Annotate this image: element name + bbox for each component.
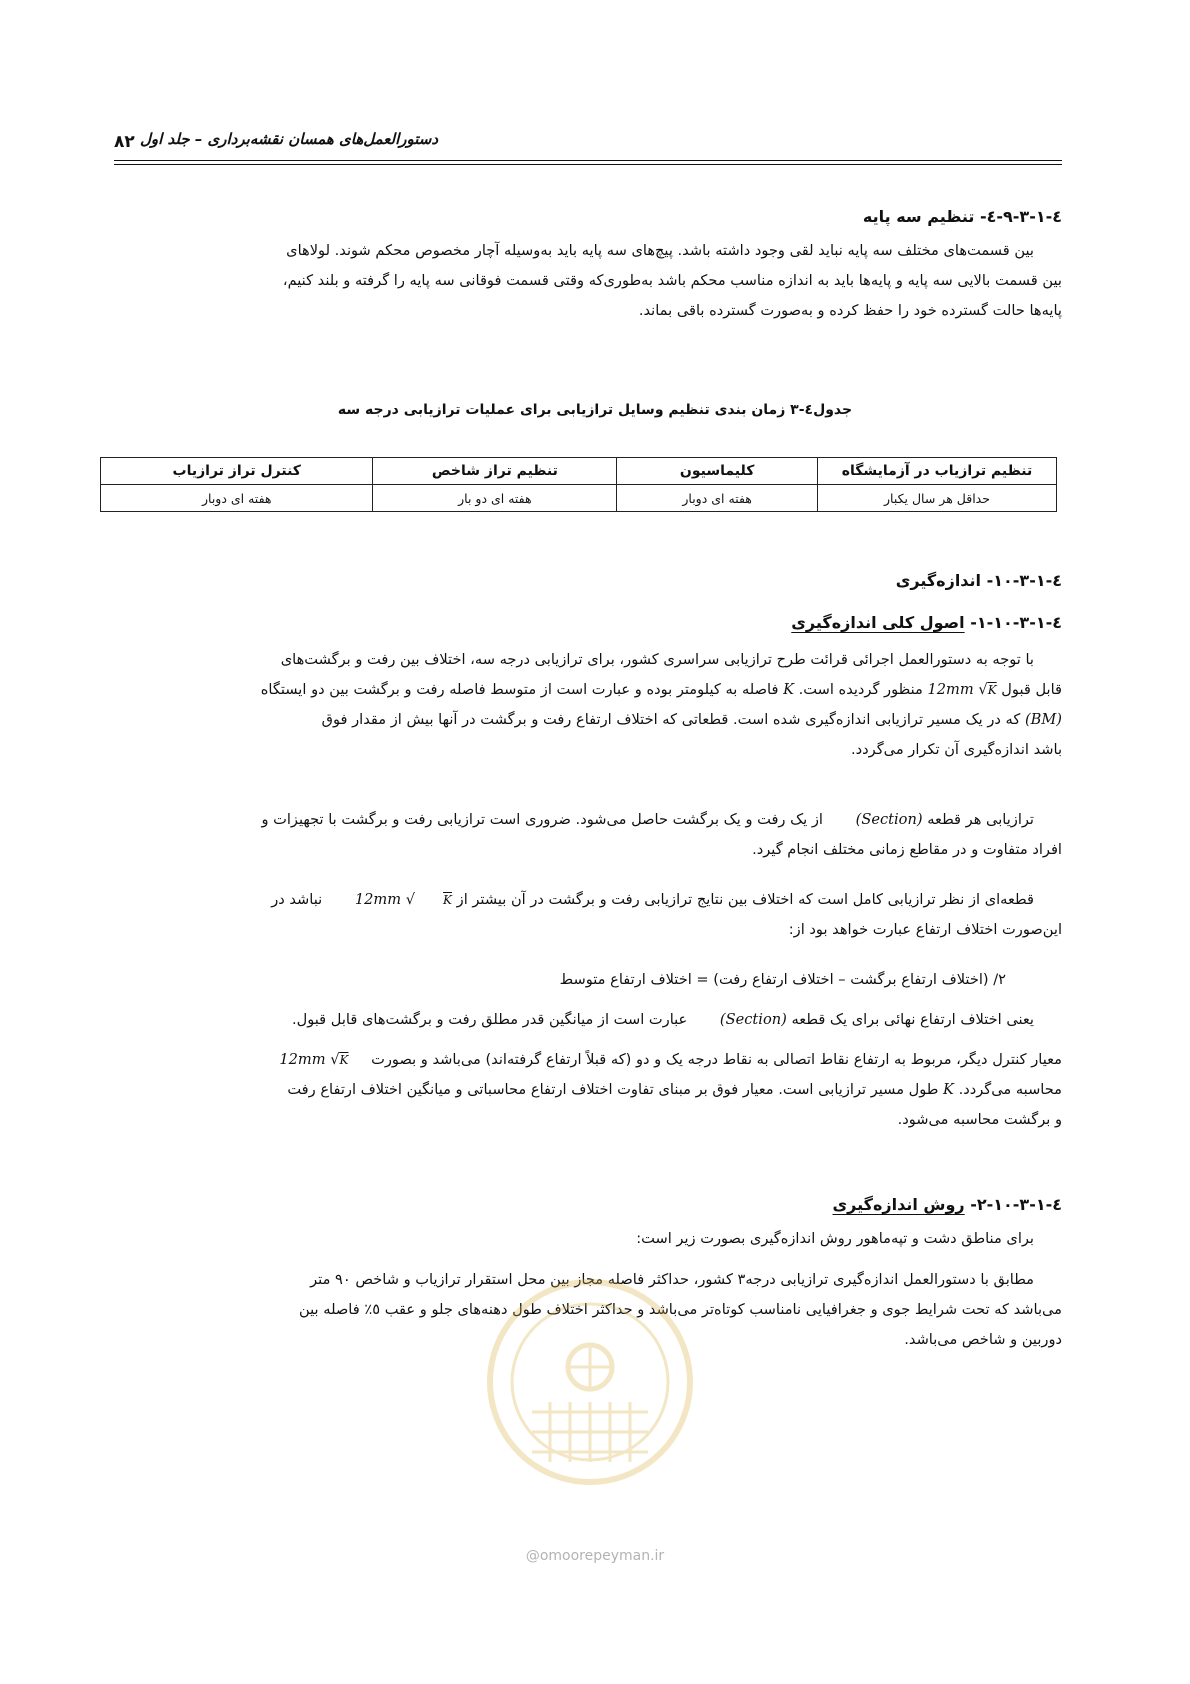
term-section: (Section) xyxy=(855,811,923,828)
page-number: ۸۲ xyxy=(114,132,135,152)
paragraph-tripod xyxy=(114,236,1062,326)
section-heading-tripod: ٤-١-٣-٩-٤- تنظیم سه پایه xyxy=(862,207,1062,226)
text-run: قابل قبول xyxy=(1001,681,1062,698)
paragraph-line xyxy=(114,805,1062,835)
table-row xyxy=(101,485,1057,512)
text-run: طول مسیر ترازیابی است. معیار فوق بر مبنای تفاوت اختلاف ارتفاع محاسباتی و میانگین اختلاف ارتفاع رفت xyxy=(287,1081,939,1098)
watermark-url: @omoorepeyman.ir xyxy=(525,1548,665,1564)
subsection-number: ٤-١-٣-١٠-١- xyxy=(964,613,1062,632)
text-run: عبارت است از میانگین قدر مطلق رفت و برگشت‌های قابل قبول. xyxy=(291,1011,688,1028)
paragraph-line: پایه‌ها حالت گسترده خود را حفظ کرده و به‌صورت گسترده باقی بماند. xyxy=(638,302,1062,319)
table-header-cell: کلیماسیون xyxy=(617,458,818,485)
table-cell: حداقل هر سال یکبار xyxy=(818,485,1057,512)
paragraph-line: بین قسمت‌های مختلف سه پایه نباید لقی وجود داشته باشد. پیچ‌های سه پایه باید به‌وسیله آچار مخصوص محکم شوند. لولاهای xyxy=(286,242,1034,259)
table-cell: هفته ای دوبار xyxy=(617,485,818,512)
text-run: قطعه‌ای از نظر ترازیابی کامل است که اختلاف بین نتایج ترازیابی رفت و برگشت در آن بیشتر از xyxy=(456,891,1034,908)
text-run: که در یک مسیر ترازیابی اندازه‌گیری شده است. قطعاتی که اختلاف ارتفاع رفت و برگشت در آنها بیش از مقدار فوق xyxy=(321,711,1021,728)
subsection-number: ٤-١-٣-١٠-٢- xyxy=(964,1195,1062,1214)
paragraph-control xyxy=(114,1045,1062,1135)
subsection-title: اصول کلی اندازه‌گیری xyxy=(791,613,965,632)
text-run: محاسبه می‌گردد. xyxy=(958,1081,1062,1098)
formula-inline: 12mm √K xyxy=(279,1051,349,1068)
paragraph-line: بین قسمت بالایی سه پایه و پایه‌ها باید به اندازه مناسب محکم باشد به‌طوری‌که وقتی قسمت فوقانی سه پایه را گرفته و بلند کنیم، xyxy=(282,272,1062,289)
formula-inline: 12mm √ K xyxy=(354,891,452,908)
paragraph-line: می‌باشد که تحت شرایط جوی و جغرافیایی نامناسب کوتاه‌تر می‌باشد و حداکثر اختلاف طول دهنه‌های جلو و عقب ٥٪ فاصله بین xyxy=(299,1301,1062,1318)
text-run: معیار کنترل دیگر، مربوط به ارتفاع نقاط اتصالی به نقاط درجه یک و دو (که قبلاً ارتفاع گرفته‌اند) می‌باشد و بصورت xyxy=(371,1051,1062,1068)
paragraph-complete xyxy=(114,885,1062,945)
variable-k: K xyxy=(943,1081,954,1098)
abbr-bm: (BM) xyxy=(1024,711,1062,728)
paragraph-final-diff xyxy=(114,1005,1062,1035)
section-heading-measurement: ٤-١-٣-١٠- اندازه‌گیری xyxy=(895,571,1062,590)
paragraph-line: این‌صورت اختلاف ارتفاع عبارت خواهد بود از: xyxy=(788,921,1062,938)
term-section: (Section) xyxy=(719,1011,787,1028)
paragraph-line: دوربین و شاخص می‌باشد. xyxy=(904,1331,1062,1348)
paragraph-method-intro: برای مناطق دشت و تپه‌ماهور روش اندازه‌گیری بصورت زیر است: xyxy=(636,1230,1034,1247)
table-header-cell: تنظیم تراز شاخص xyxy=(373,458,617,485)
paragraph-line xyxy=(114,705,1062,735)
subsection-heading-method xyxy=(114,1192,1062,1218)
paragraph-section xyxy=(114,805,1062,865)
paragraph-line xyxy=(114,885,1062,915)
paragraph-line xyxy=(114,1045,1062,1075)
text-run: ترازیابی هر قطعه xyxy=(927,811,1034,828)
paragraph-line xyxy=(114,1075,1062,1105)
header-rule-thin xyxy=(114,164,1062,165)
text-run: یعنی اختلاف ارتفاع نهائی برای یک قطعه xyxy=(791,1011,1034,1028)
formula-inline: 12mm √K xyxy=(927,681,997,698)
watermark-seal xyxy=(470,1262,710,1502)
table-caption: جدول٤-٣ زمان بندی تنظیم وسایل ترازیابی برای عملیات ترازیابی درجه سه xyxy=(337,402,853,418)
paragraph-line: با توجه به دستورالعمل اجرائی قرائت طرح ترازیابی سراسری کشور، برای ترازیابی درجه سه، اختلاف بین رفت و برگشت‌های xyxy=(280,651,1034,668)
subsection-heading-principles xyxy=(114,610,1062,636)
table-cell: هفته ای دوبار xyxy=(101,485,373,512)
subsection-title: روش اندازه‌گیری xyxy=(832,1195,965,1214)
table-header-row xyxy=(101,458,1057,485)
schedule-table xyxy=(100,457,1057,512)
header-rule xyxy=(114,160,1062,161)
paragraph-line xyxy=(114,675,1062,705)
text-run: از یک رفت و یک برگشت حاصل می‌شود. ضروری است ترازیابی رفت و برگشت با تجهیزات و xyxy=(261,811,823,828)
formula-line: ٢/ (اختلاف ارتفاع برگشت – اختلاف ارتفاع رفت) = اختلاف ارتفاع متوسط xyxy=(559,971,1006,988)
text-run: منظور گردیده است. xyxy=(798,681,923,698)
table-cell: هفته ای دو بار xyxy=(373,485,617,512)
paragraph-line: مطابق با دستورالعمل اندازه‌گیری ترازیابی درجه٣ کشور، حداکثر فاصله مجاز بین محل استقرار ترازیاب و شاخص ٩٠ متر xyxy=(310,1271,1034,1288)
paragraph-line: و برگشت محاسبه می‌شود. xyxy=(897,1111,1062,1128)
running-header-title: دستورالعمل‌های همسان نقشه‌برداری – جلد اول xyxy=(139,130,438,148)
paragraph-principles xyxy=(114,645,1062,765)
text-run: نباشد در xyxy=(271,891,323,908)
table-header-cell: کنترل تراز ترازیاب xyxy=(101,458,373,485)
paragraph-line: باشد اندازه‌گیری آن تکرار می‌گردد. xyxy=(851,741,1062,758)
variable-k: K xyxy=(783,681,795,698)
table-header-cell: تنظیم ترازیاب در آزمایشگاه xyxy=(818,458,1057,485)
paragraph-line: افراد متفاوت و در مقاطع زمانی مختلف انجام گیرد. xyxy=(752,841,1062,858)
paragraph-line xyxy=(114,1005,1062,1035)
text-run: فاصله به کیلومتر بوده و عبارت است از متوسط فاصله رفت و برگشت بین دو ایستگاه xyxy=(260,681,779,698)
